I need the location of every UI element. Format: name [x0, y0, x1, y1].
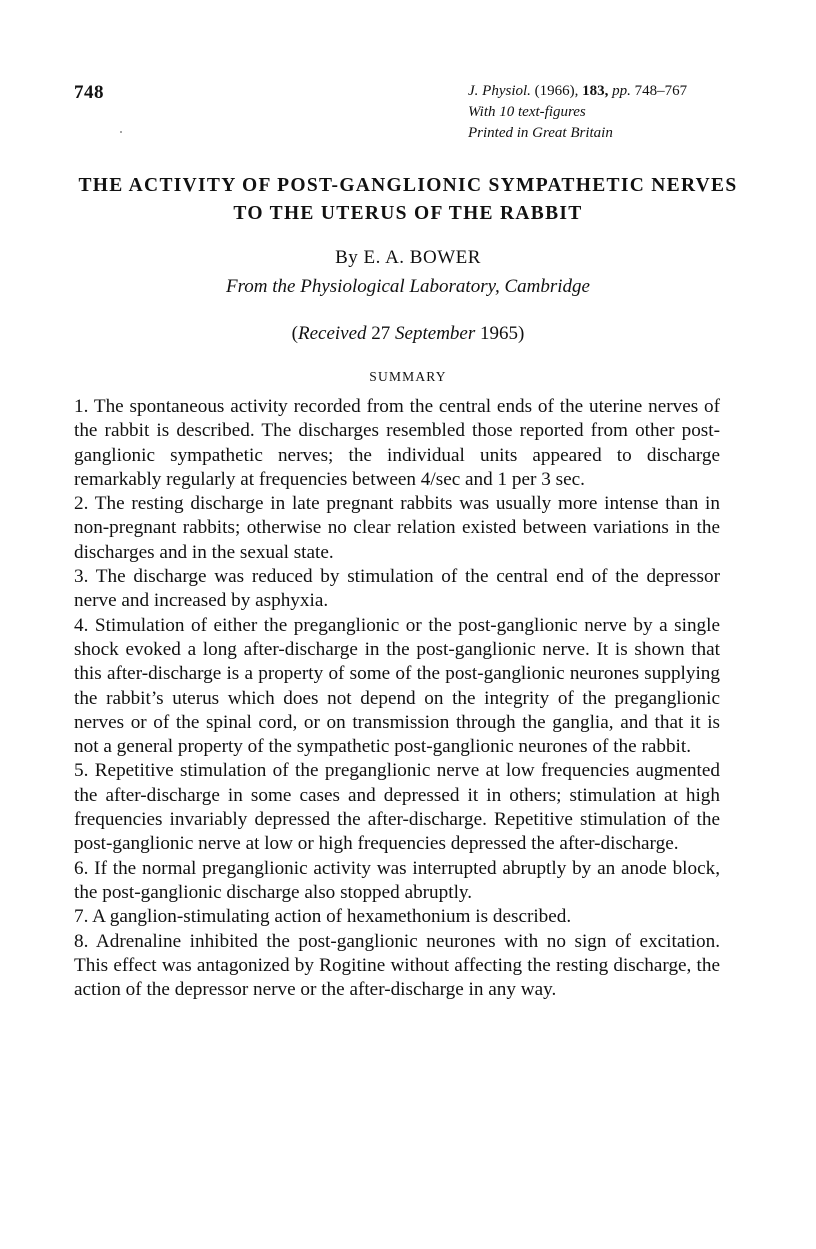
received-label: Received	[297, 323, 367, 344]
received-month: September	[395, 323, 476, 344]
summary-body	[74, 395, 720, 1002]
journal-figures: With 10 text-figures	[468, 104, 586, 120]
journal-reference	[468, 81, 768, 144]
stray-dot	[120, 131, 122, 133]
title-line-1: THE ACTIVITY OF POST-GANGLIONIC SYMPATHETIC NERVES	[78, 175, 738, 196]
page-number: 748	[74, 82, 104, 103]
summary-item-3: 3. The discharge was reduced by stimulation of the central end of the depressor nerve and increased by asphyxia.	[74, 566, 720, 612]
summary-item-6: 6. If the normal preganglionic activity was interrupted abruptly by an anode block, the post-ganglionic discharge also stopped abruptly.	[74, 857, 720, 903]
title-line-2: TO THE UTERUS OF THE RABBIT	[233, 203, 583, 224]
received-year: 1965)	[475, 323, 525, 344]
affiliation-line: From the Physiological Laboratory, Cambridge	[226, 276, 590, 297]
summary-heading: SUMMARY	[369, 369, 447, 384]
received-day: 27	[366, 323, 396, 344]
article-title	[40, 172, 776, 228]
summary-item-1: 1. The spontaneous activity recorded from the central ends of the uterine nerves of the rabbit is described. The discharges resembled those reported from other post-ganglionic sympathetic nerves; the individual units appeared to discharge remarkably regularly at frequencies between 4/sec and 1 per 3 sec.	[74, 396, 720, 490]
summary-item-8: 8. Adrenaline inhibited the post-ganglionic neurones with no sign of excitation. This effect was antagonized by Rogitine without affecting the resting discharge, the action of the depressor nerve or the after-discharge in any way.	[74, 930, 720, 1001]
journal-year: (1966),	[534, 83, 579, 99]
journal-pages: 748–767	[634, 83, 688, 99]
received-date	[0, 323, 816, 345]
journal-pages-prefix: pp.	[612, 83, 631, 99]
summary-item-4: 4. Stimulation of either the preganglionic or the post-ganglionic nerve by a single shock evoked a long after-discharge in the post-ganglionic nerve. It is shown that this after-discharge is a property of some of the post-ganglionic neurones supplying the rabbit’s uterus which does not depend on the integrity of the preganglionic nerves or of the spinal cord, or on transmission through the ganglia, and that it is not a general property of the sympathetic post-ganglionic neurones of the rabbit.	[74, 614, 720, 758]
journal-printed: Printed in Great Britain	[468, 125, 613, 141]
journal-name: J. Physiol.	[468, 83, 531, 99]
received-open-paren: (	[291, 323, 298, 344]
journal-citation-line	[468, 81, 768, 102]
summary-item-7: 7. A ganglion-stimulating action of hexamethonium is described.	[74, 906, 572, 928]
summary-item-2: 2. The resting discharge in late pregnant rabbits was usually more intense than in non-pregnant rabbits; otherwise no clear relation existed between variations in the discharges and in the sexual state.	[74, 493, 720, 563]
author-line: By E. A. BOWER	[335, 247, 481, 268]
journal-volume: 183,	[582, 83, 609, 99]
summary-item-5: 5. Repetitive stimulation of the preganglionic nerve at low frequencies augmented the after-discharge in some cases and depressed it in others; stimulation at high frequencies invariably depressed the after-discharge. Repetitive stimulation of the post-ganglionic nerve at low or high frequencies depressed the after-discharge.	[74, 760, 720, 855]
